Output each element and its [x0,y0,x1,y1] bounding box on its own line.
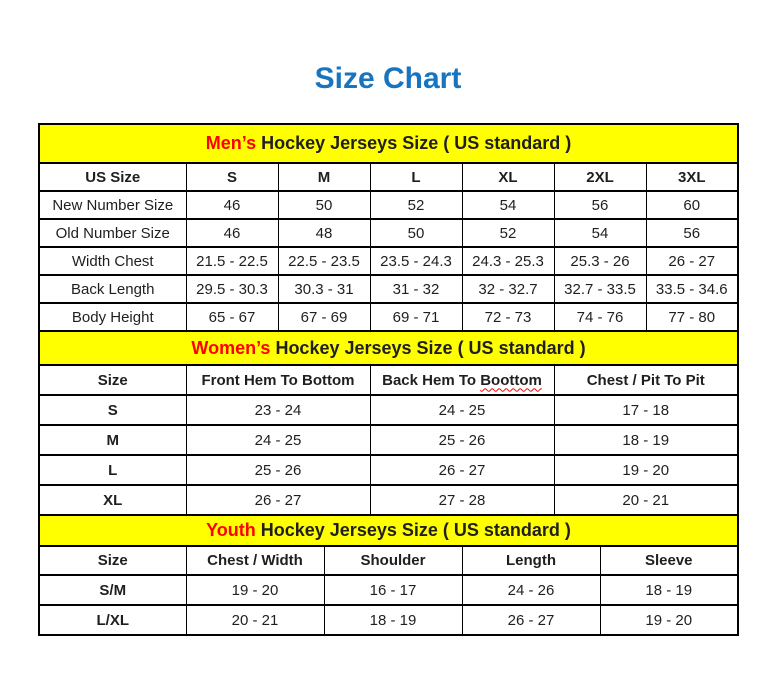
mens-cell: 65 - 67 [186,303,278,331]
youth-section-title: Hockey Jerseys Size ( US standard ) [255,520,571,540]
mens-section-row [39,124,738,163]
mens-cell: 56 [554,191,646,219]
youth-col-sleeve: Sleeve [600,546,738,575]
mens-row-label: Old Number Size [39,219,186,247]
womens-section-title: Hockey Jerseys Size ( US standard ) [270,337,586,358]
mens-cell: 50 [278,191,370,219]
youth-cell: 24 - 26 [462,575,600,605]
mens-cell: 69 - 71 [370,303,462,331]
womens-col-front-hem: Front Hem To Bottom [186,365,370,395]
womens-row-l [39,455,738,485]
mens-cell: 24.3 - 25.3 [462,247,554,275]
womens-section-prefix: Women’s [191,337,271,358]
mens-cell: 46 [186,191,278,219]
youth-col-length: Length [462,546,600,575]
mens-cell: 54 [462,191,554,219]
youth-cell: 18 - 19 [324,605,462,635]
youth-cell: 19 - 20 [600,605,738,635]
page-title: Size Chart [314,62,462,95]
mens-cell: 33.5 - 34.6 [646,275,738,303]
mens-cell: 22.5 - 23.5 [278,247,370,275]
mens-cell: 21.5 - 22.5 [186,247,278,275]
womens-cell: 27 - 28 [370,485,554,515]
mens-cell: 52 [370,191,462,219]
youth-section-row [39,515,738,546]
mens-cell: 32 - 32.7 [462,275,554,303]
mens-row-label: Width Chest [39,247,186,275]
mens-cell: 26 - 27 [646,247,738,275]
youth-section-header [39,515,738,546]
womens-cell: 25 - 26 [186,455,370,485]
size-chart-table [38,123,739,636]
mens-cell: 46 [186,219,278,247]
youth-col-shoulder: Shoulder [324,546,462,575]
womens-row-label: M [39,425,186,455]
womens-cell: 19 - 20 [554,455,738,485]
womens-row-s [39,395,738,425]
size-chart-container [38,123,739,636]
youth-row-lxl [39,605,738,635]
womens-cell: 24 - 25 [370,395,554,425]
mens-cell: 48 [278,219,370,247]
youth-row-label: S/M [39,575,186,605]
mens-cell: 29.5 - 30.3 [186,275,278,303]
mens-cell: 56 [646,219,738,247]
mens-col-us-size: US Size [39,163,186,191]
youth-cell: 26 - 27 [462,605,600,635]
mens-cell: 52 [462,219,554,247]
youth-col-chest-width: Chest / Width [186,546,324,575]
mens-col-xl: XL [462,163,554,191]
womens-col-chest: Chest / Pit To Pit [554,365,738,395]
mens-cell: 32.7 - 33.5 [554,275,646,303]
womens-cell: 18 - 19 [554,425,738,455]
youth-section-prefix: Youth [206,520,256,540]
mens-col-m: M [278,163,370,191]
mens-row-new-number-size [39,191,738,219]
youth-col-size: Size [39,546,186,575]
youth-cell: 18 - 19 [600,575,738,605]
mens-row-label: New Number Size [39,191,186,219]
youth-cell: 20 - 21 [186,605,324,635]
womens-cell: 23 - 24 [186,395,370,425]
mens-col-3xl: 3XL [646,163,738,191]
mens-col-s: S [186,163,278,191]
mens-row-label: Body Height [39,303,186,331]
mens-section-header [39,124,738,163]
womens-col-back-hem-prefix: Back Hem To [382,371,481,389]
mens-row-width-chest [39,247,738,275]
mens-column-header-row [39,163,738,191]
mens-cell: 31 - 32 [370,275,462,303]
womens-column-header-row [39,365,738,395]
mens-cell: 30.3 - 31 [278,275,370,303]
womens-cell: 20 - 21 [554,485,738,515]
mens-cell: 25.3 - 26 [554,247,646,275]
womens-row-m [39,425,738,455]
mens-section-title: Hockey Jerseys Size ( US standard ) [256,133,572,153]
womens-cell: 17 - 18 [554,395,738,425]
mens-section-prefix: Men’s [205,133,257,153]
mens-cell: 54 [554,219,646,247]
youth-row-label: L/XL [39,605,186,635]
womens-cell: 26 - 27 [370,455,554,485]
youth-cell: 19 - 20 [186,575,324,605]
womens-cell: 26 - 27 [186,485,370,515]
womens-section-row [39,331,738,365]
mens-col-2xl: 2XL [554,163,646,191]
womens-cell: 25 - 26 [370,425,554,455]
mens-row-body-height [39,303,738,331]
mens-col-l: L [370,163,462,191]
womens-col-back-hem-misspelled-word: Boottom [480,371,542,389]
womens-row-label: S [39,395,186,425]
youth-column-header-row [39,546,738,575]
mens-row-label: Back Length [39,275,186,303]
mens-row-back-length [39,275,738,303]
womens-col-size: Size [39,365,186,395]
mens-cell: 74 - 76 [554,303,646,331]
youth-row-sm [39,575,738,605]
mens-cell: 77 - 80 [646,303,738,331]
womens-cell: 24 - 25 [186,425,370,455]
womens-row-label: L [39,455,186,485]
womens-col-back-hem [370,365,554,395]
mens-cell: 60 [646,191,738,219]
womens-row-label: XL [39,485,186,515]
youth-cell: 16 - 17 [324,575,462,605]
mens-row-old-number-size [39,219,738,247]
mens-cell: 50 [370,219,462,247]
womens-row-xl [39,485,738,515]
mens-cell: 72 - 73 [462,303,554,331]
womens-section-header [39,331,738,365]
mens-cell: 67 - 69 [278,303,370,331]
mens-cell: 23.5 - 24.3 [370,247,462,275]
